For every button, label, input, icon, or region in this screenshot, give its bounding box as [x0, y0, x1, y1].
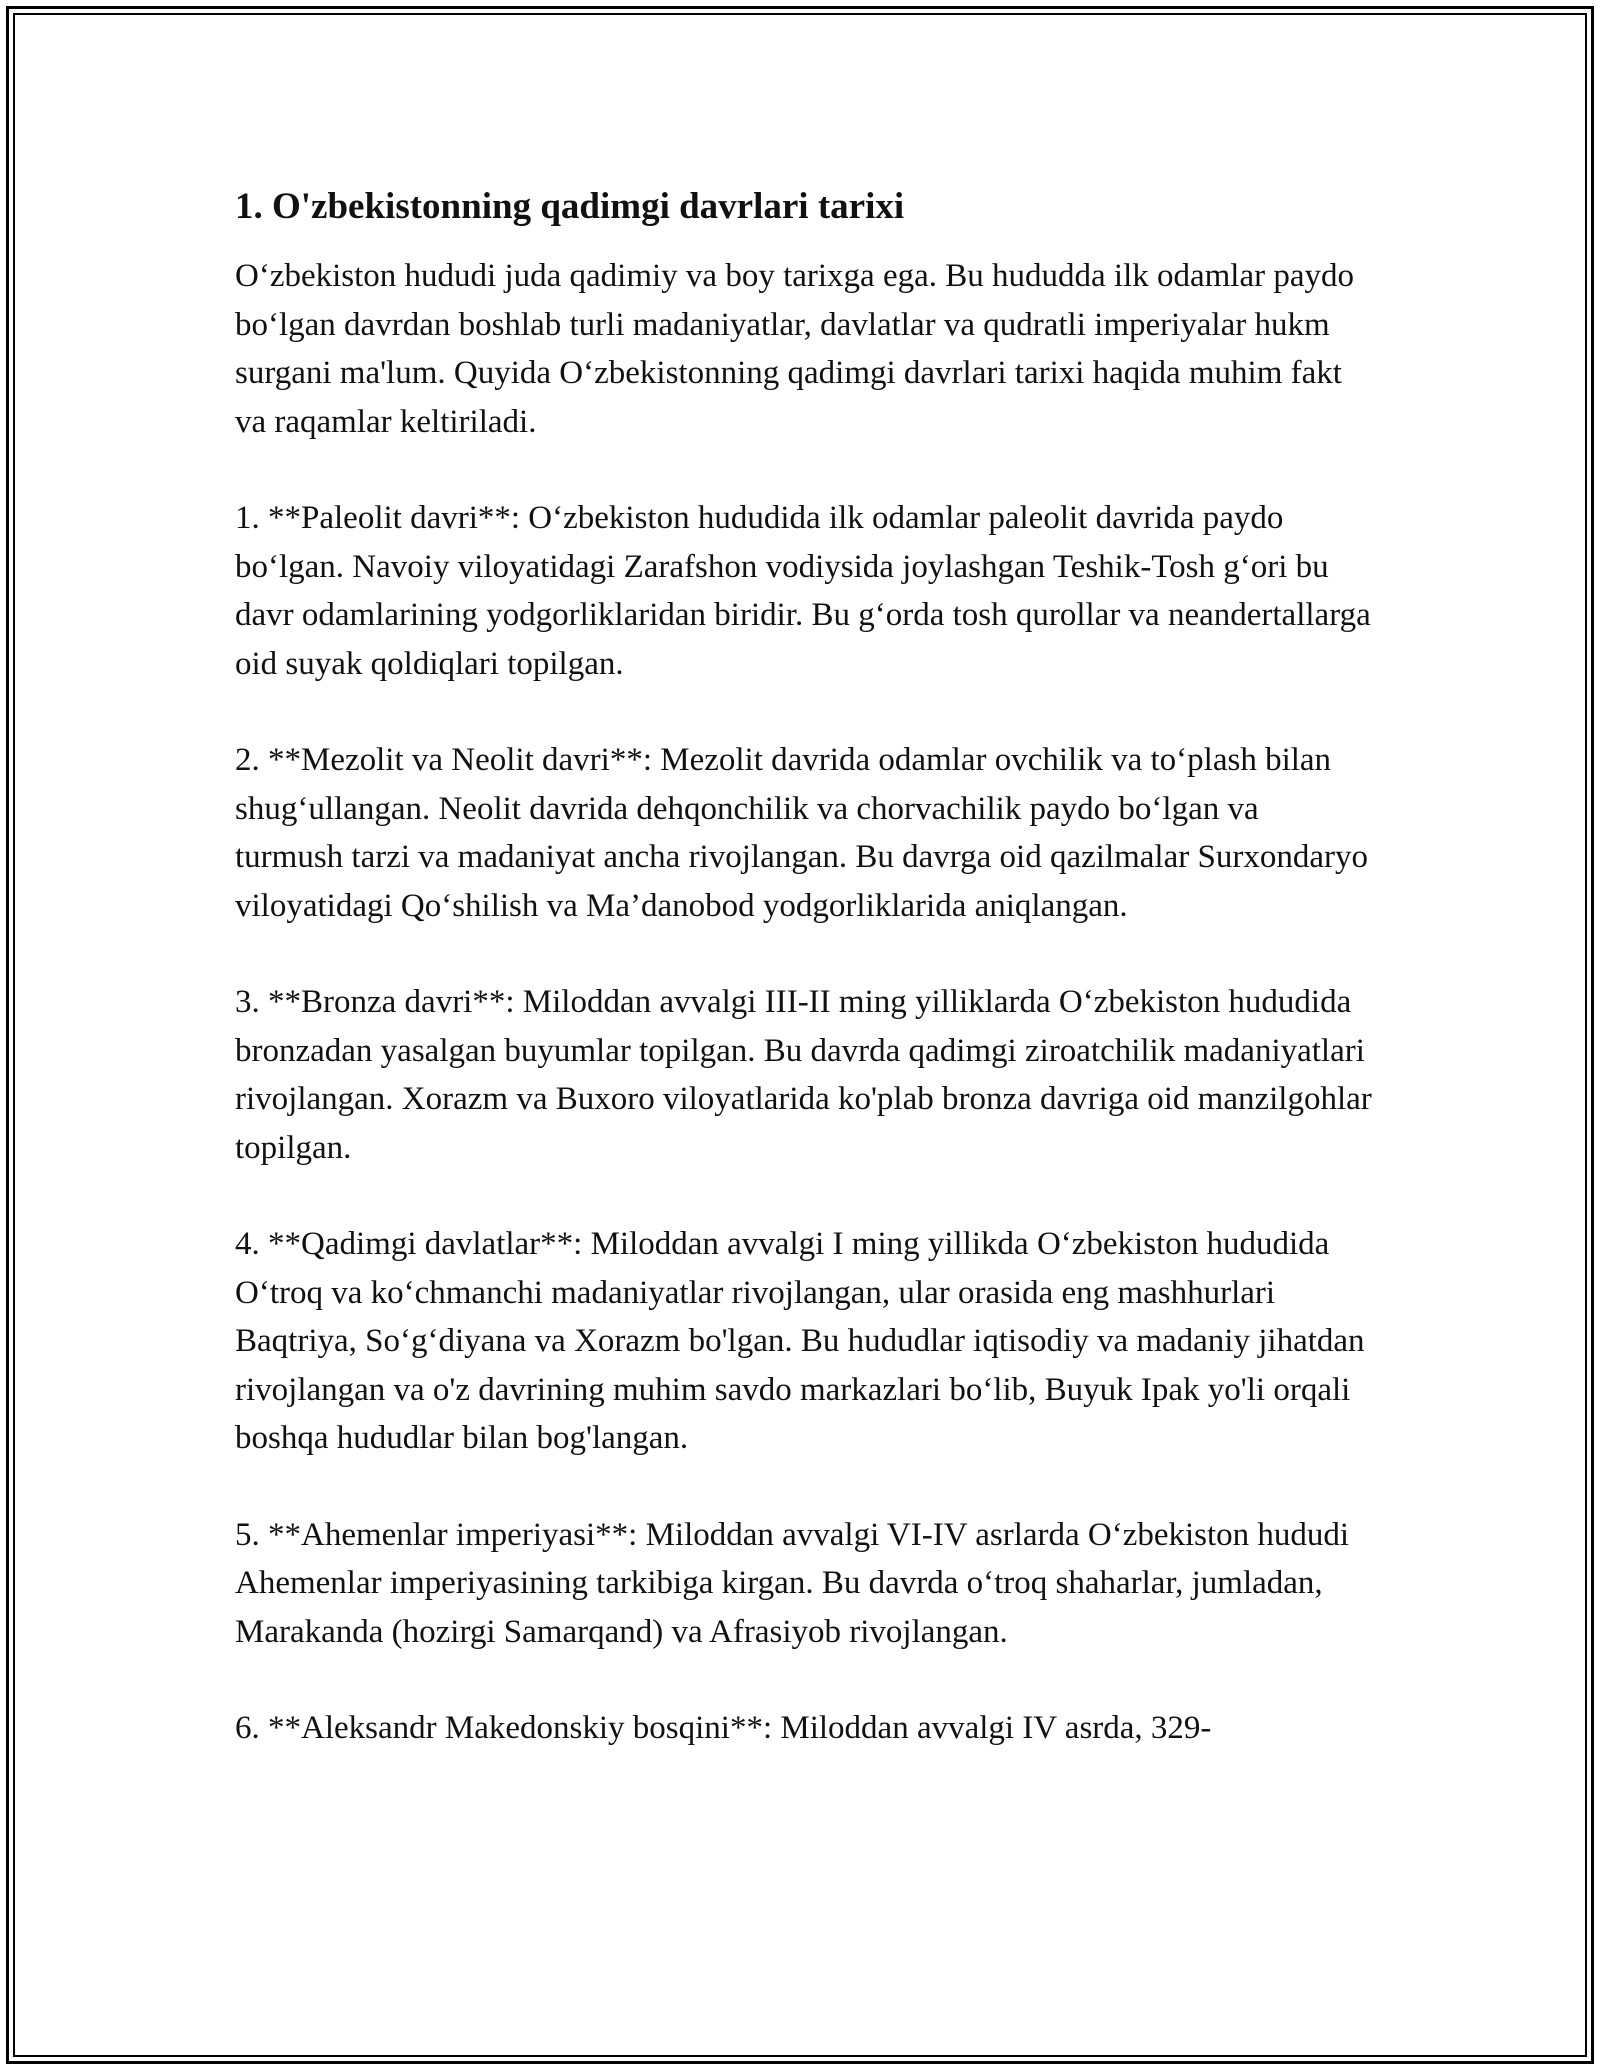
- ahemenlar-paragraph: 5. **Ahemenlar imperiyasi**: Miloddan avvalgi VI-IV asrlarda O‘zbekiston hududi Ahemenlar imperiyasining tarkibiga kirgan. Bu davrda o‘troq shaharlar, jumladan, Marakanda (hozirgi Samarqand) va Afrasiyob rivojlangan.: [235, 1516, 1350, 1650]
- qadimgi-davlatlar-paragraph: 4. **Qadimgi davlatlar**: Miloddan avvalgi I ming yillikda O‘zbekiston hududida O‘troq va ko‘chmanchi madaniyatlar rivojlangan, ular orasida eng mashhurlari Baqtriya, So‘g‘diyana va Xorazm bo'lgan. Bu hududlar iqtisodiy va madaniy jihatdan rivojlangan va o'z davrining muhim savdo markazlari bo‘lib, Buyuk Ipak yo'li orqali boshqa hududlar bilan bog'langan.: [235, 1226, 1365, 1456]
- document-body: [235, 184, 1375, 1801]
- mezolit-neolit-paragraph: 2. **Mezolit va Neolit davri**: Mezolit davrida odamlar ovchilik va to‘plash bilan shug‘ullangan. Neolit davrida dehqonchilik va chorvachilik paydo bo‘lgan va turmush tarzi va madaniyat ancha rivojlangan. Bu davrga oid qazilmalar Surxondaryo viloyatidagi Qo‘shilish va Ma’danobod yodgorliklarida aniqlangan.: [235, 742, 1368, 924]
- document-title: 1. O'zbekistonning qadimgi davrlari tarixi: [235, 186, 905, 227]
- intro-paragraph: O‘zbekiston hududi juda qadimiy va boy tarixga ega. Bu hududda ilk odamlar paydo bo‘lgan davrdan boshlab turli madaniyatlar, davlatlar va qudratli imperiyalar hukm surgani ma'lum. Quyida O‘zbekistonning qadimgi davrlari tarixi haqida muhim fakt va raqamlar keltiriladi.: [235, 258, 1355, 440]
- aleksandr-paragraph: 6. **Aleksandr Makedonskiy bosqini**: Miloddan avvalgi IV asrda, 329-: [235, 1710, 1212, 1746]
- paleolit-paragraph: 1. **Paleolit davri**: O‘zbekiston hududida ilk odamlar paleolit davrida paydo bo‘lgan. Navoiy viloyatidagi Zarafshon vodiysida joylashgan Teshik-Tosh g‘ori bu davr odamlarining yodgorliklaridan biridir. Bu g‘orda tosh qurollar va neandertallarga oid suyak qoldiqlari topilgan.: [235, 500, 1371, 682]
- bronza-paragraph: 3. **Bronza davri**: Miloddan avvalgi III-II ming yilliklarda O‘zbekiston hududida bronzadan yasalgan buyumlar topilgan. Bu davrda qadimgi ziroatchilik madaniyatlari rivojlangan. Xorazm va Buxoro viloyatlarida ko'plab bronza davriga oid manzilgohlar topilgan.: [235, 984, 1372, 1166]
